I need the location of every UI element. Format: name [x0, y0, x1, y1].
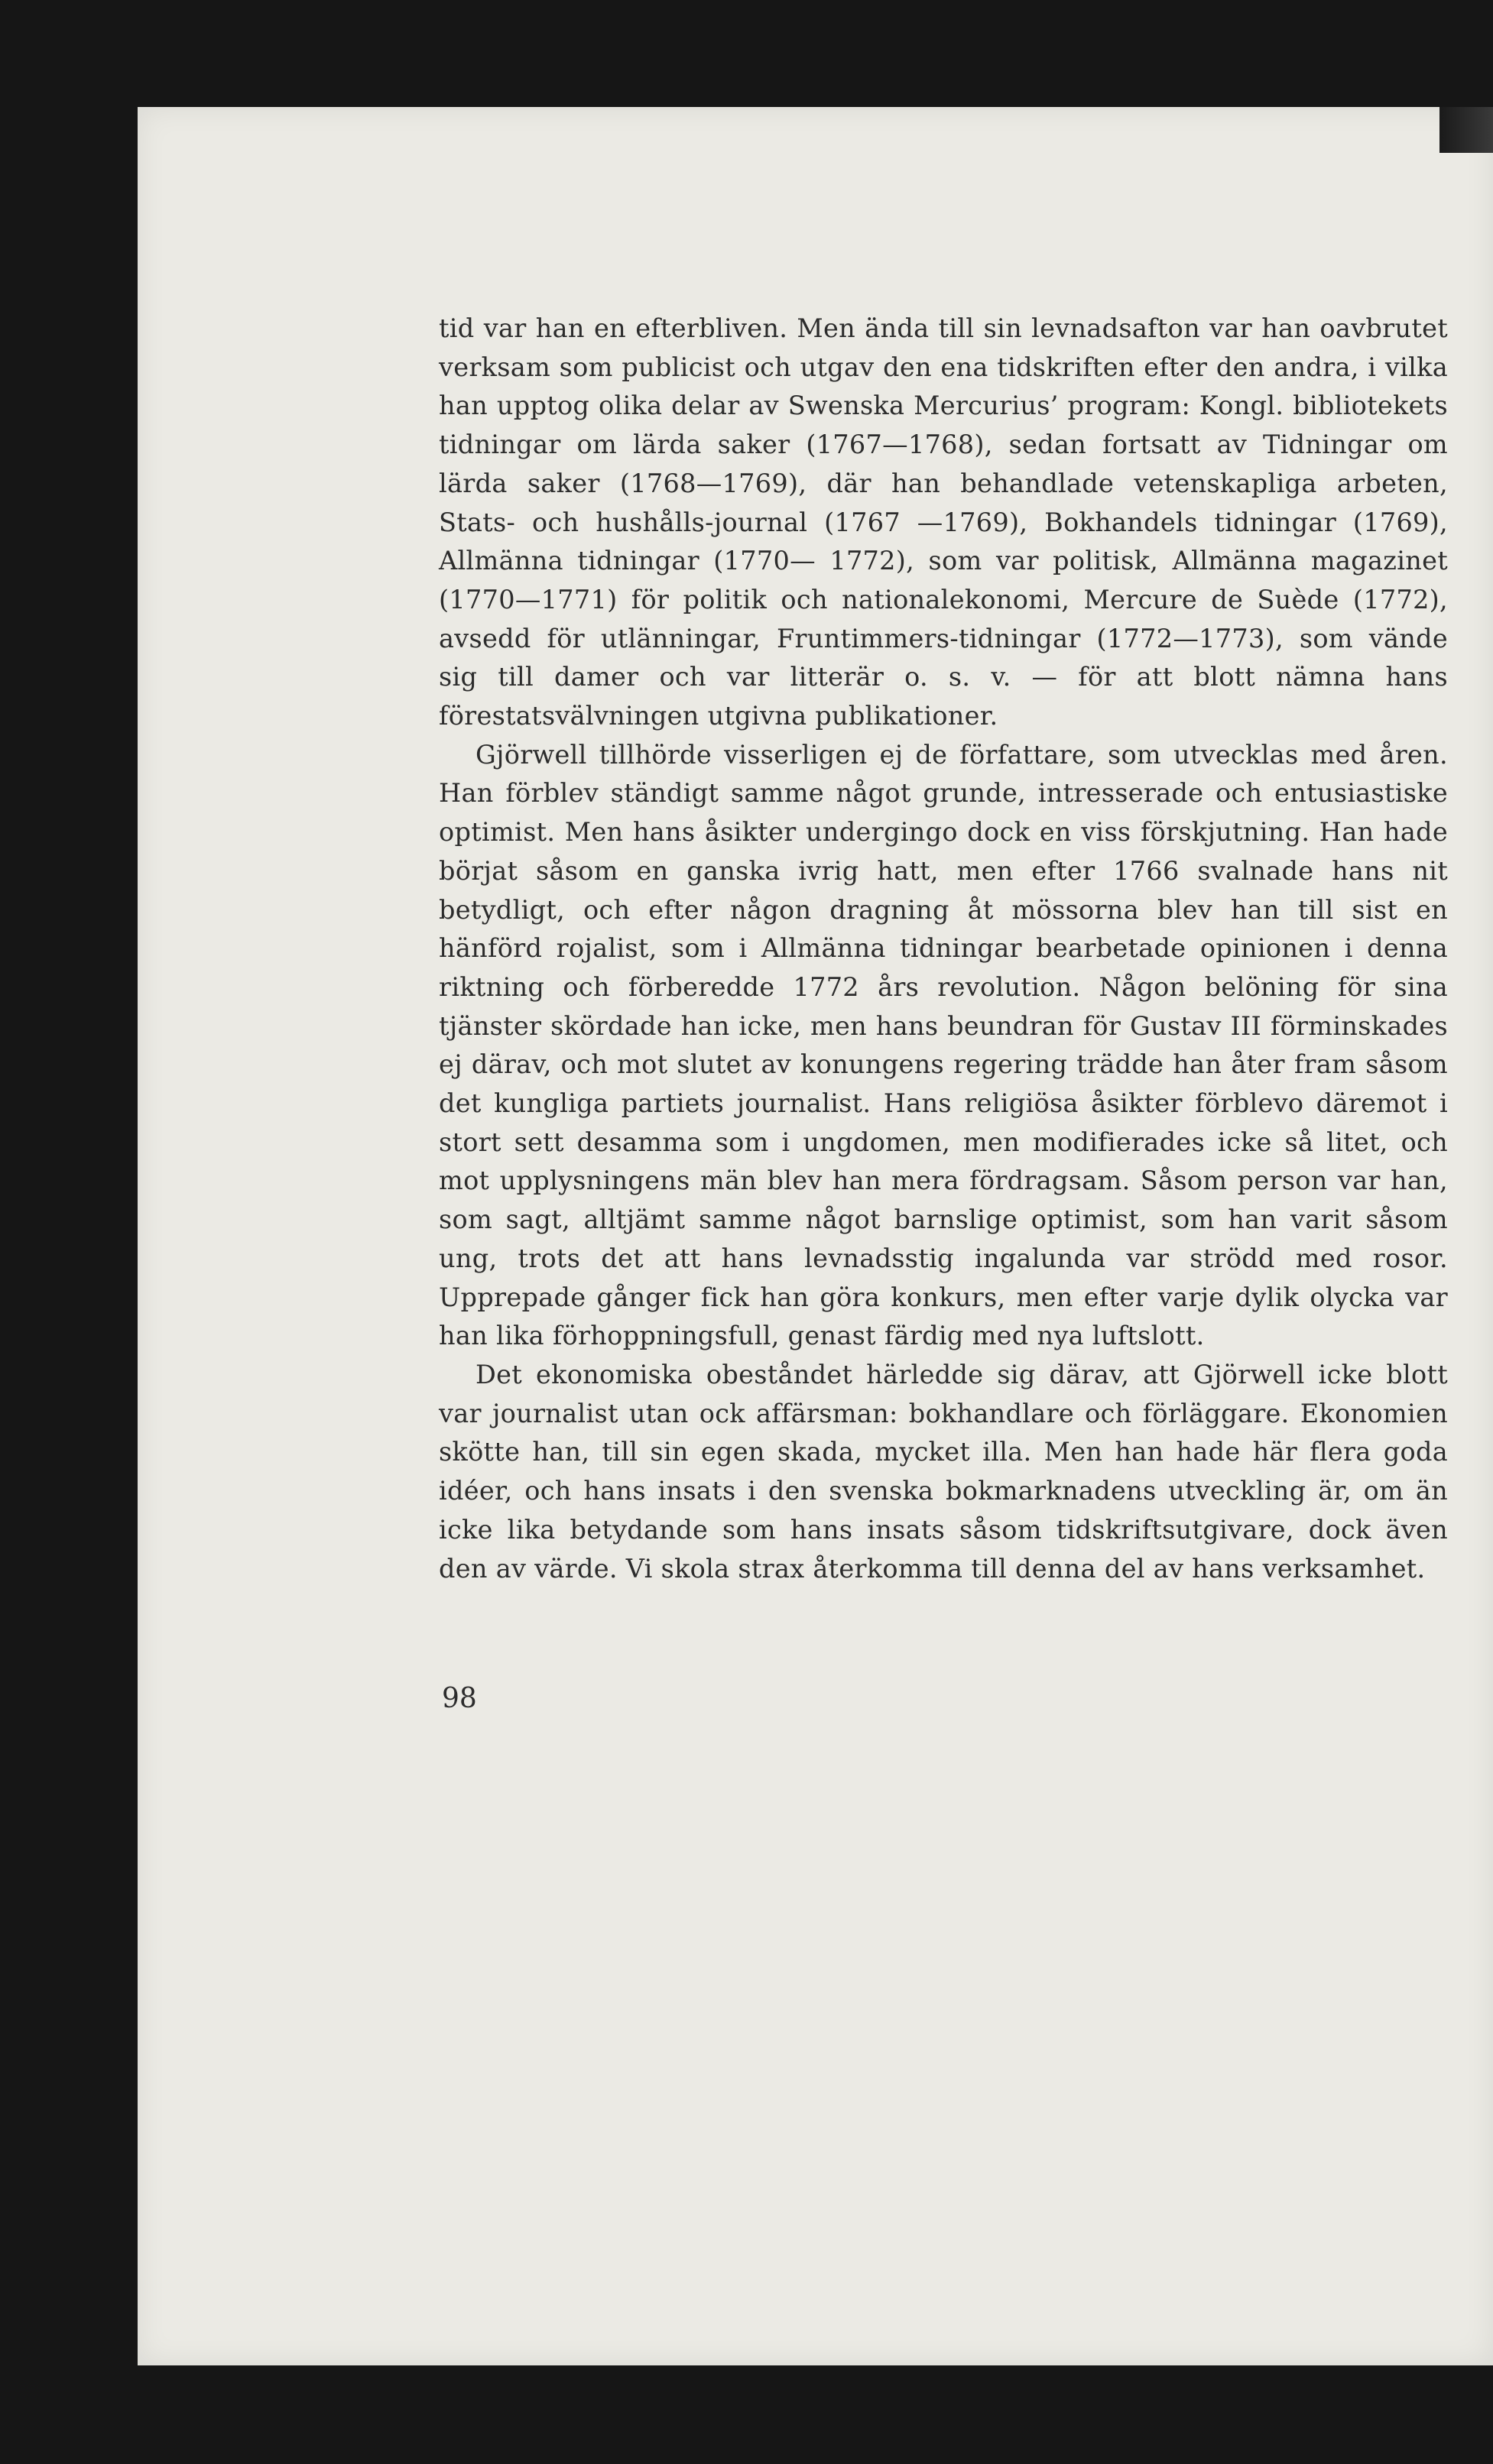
- body-text: [439, 310, 1448, 1588]
- paragraph-3: Det ekonomiska obeståndet härledde sig därav, att Gjörwell icke blott var journalist utan ock affärsman: bokhandlare och förläggare. Ekonomien skötte han, till sin egen skada, mycket illa. Men han hade här flera goda idéer, och hans insats i den svenska bokmarknadens utveckling är, om än icke lika betydande som hans insats såsom tidskriftsutgivare, dock även den av värde. Vi skola strax återkomma till denna del av hans verksamhet.: [439, 1359, 1448, 1584]
- paragraph-1: tid var han en efterbliven. Men ända till sin levnadsafton var han oavbrutet verksam som publicist och utgav den ena tidskriften efter den andra, i vilka han upptog olika delar av Swenska Mercurius’ program: Kongl. bibliotekets tidningar om lärda saker (1767—1768), sedan fortsatt av Tidningar om lärda saker (1768—1769), där han behandlade vetenskapliga arbeten, Stats- och hushålls-journal (1767 —1769), Bokhandels tidningar (1769), Allmänna tidningar (1770— 1772), som var politisk, Allmänna magazinet (1770—1771) för politik och nationalekonomi, Mercure de Suède (1772), avsedd för utlänningar, Fruntimmers-tidningar (1772—1773), som vände sig till damer och var litterär o. s. v. — för att blott nämna hans förestatsvälvningen utgivna publikationer.: [439, 313, 1448, 731]
- book-page: [138, 107, 1493, 2365]
- page-number: 98: [442, 1683, 477, 1714]
- paragraph-2: Gjörwell tillhörde visserligen ej de författare, som utvecklas med åren. Han förblev ständigt samme något grunde, intresserade och entusiastiske optimist. Men hans åsikter undergingo dock en viss förskjutning. Han hade börjat såsom en ganska ivrig hatt, men efter 1766 svalnade hans nit betydligt, och efter någon dragning åt mössorna blev han till sist en hänförd rojalist, som i Allmänna tidningar bearbetade opinionen i denna riktning och förberedde 1772 års revolution. Någon belöning för sina tjänster skördade han icke, men hans beundran för Gustav III förminskades ej därav, och mot slutet av konungens regering trädde han åter fram såsom det kungliga partiets journalist. Hans religiösa åsikter förblevo däremot i stort sett desamma som i ungdomen, men modifierades icke så litet, och mot upplysningens män blev han mera fördragsam. Såsom person var han, som sagt, alltjämt samme något barnslige optimist, som han varit såsom ung, trots det att hans levnadsstig ingalunda var strödd med rosor. Upprepade gånger fick han göra konkurs, men efter varje dylik olycka var han lika förhoppningsfull, genast färdig med nya luftslott.: [439, 739, 1448, 1351]
- page-corner-shadow: [1439, 107, 1493, 153]
